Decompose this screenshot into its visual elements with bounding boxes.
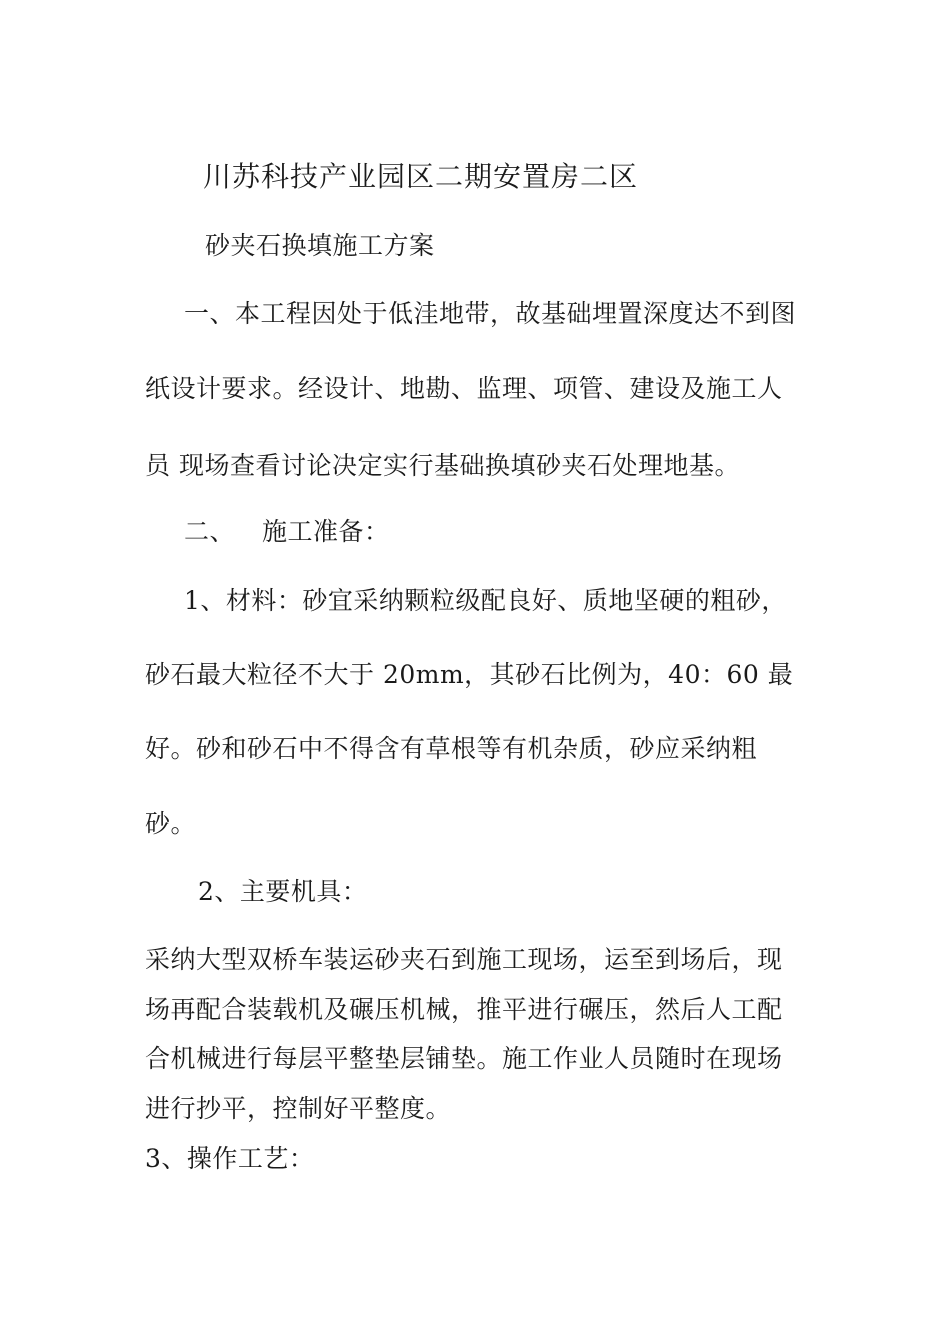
machinery-line-2: 场再配合装载机及碾压机械，推平进行碾压，然后人工配 bbox=[145, 995, 783, 1024]
title-line-1: 川苏科技产业园区二期安置房二区 bbox=[203, 160, 639, 193]
section2-heading-text: 施工准备： bbox=[262, 517, 390, 546]
machinery-line-4: 进行抄平，控制好平整度。 bbox=[145, 1094, 452, 1123]
section1-line-2: 纸设计要求。经设计、地勘、监理、项管、建设及施工人 bbox=[145, 374, 783, 403]
materials-line-3: 好。砂和砂石中不得含有草根等有机杂质，砂应采纳粗 bbox=[145, 734, 758, 763]
process-heading: 3、操作工艺： bbox=[145, 1144, 315, 1173]
materials-line-1: 1、材料：砂宜采纳颗粒级配良好、质地坚硬的粗砂， bbox=[184, 586, 787, 615]
machinery-line-3: 合机械进行每层平整垫层铺垫。施工作业人员随时在现场 bbox=[145, 1044, 783, 1073]
materials-line-2: 砂石最大粒径不大于 20mm，其砂石比例为，40：60 最 bbox=[145, 660, 794, 689]
machinery-line-1: 采纳大型双桥车装运砂夹石到施工现场，运至到场后，现 bbox=[145, 945, 783, 974]
section2-heading-number: 二、 bbox=[184, 517, 236, 546]
section1-line-1: 一、本工程因处于低洼地带，故基础埋置深度达不到图 bbox=[184, 299, 797, 328]
materials-line-4: 砂。 bbox=[145, 809, 197, 838]
machinery-heading: 2、主要机具： bbox=[198, 877, 368, 906]
section1-line-3: 员 现场查看讨论决定实行基础换填砂夹石处理地基。 bbox=[145, 451, 740, 480]
title-line-2: 砂夹石换填施工方案 bbox=[205, 231, 435, 260]
